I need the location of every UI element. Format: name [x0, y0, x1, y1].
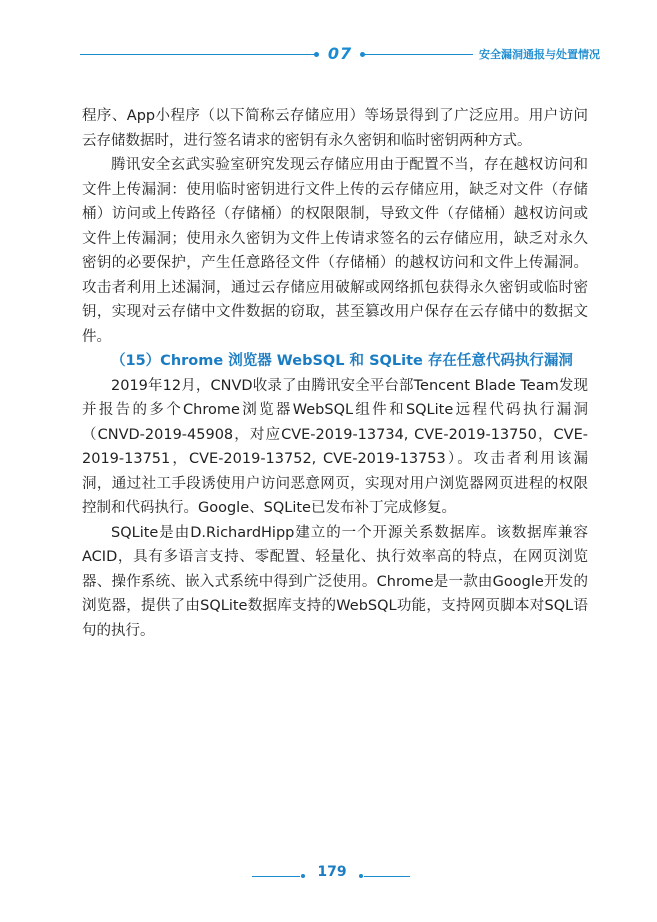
footer-rule-left	[252, 876, 300, 877]
footer-rule-right	[364, 876, 410, 877]
paragraph-continuation: 程序、App小程序（以下简称云存储应用）等场景得到了广泛应用。用户访问云存储数据时，进行签名请求的密钥有永久密钥和临时密钥两种方式。	[82, 108, 588, 149]
page-number: 179	[317, 864, 347, 880]
paragraph-cloud-storage-vuln: 腾讯安全玄武实验室研究发现云存储应用由于配置不当，存在越权访问和文件上传漏洞：使用临时密钥进行文件上传的云存储应用，缺乏对文件（存储桶）访问或上传路径（存储桶）的权限限制，导致文件（存储桶）越权访问或文件上传漏洞；使用永久密钥为文件上传请求签名的云存储应用，缺乏对永久密钥的必要保护，产生任意路径文件（存储桶）的越权访问和文件上传漏洞。攻击者利用上述漏洞，通过云存储应用破解或网络抓包获得永久密钥或临时密钥，实现对云存储中文件数据的窃取，甚至篡改用户保存在云存储中的数据文件。	[82, 157, 588, 345]
chapter-number: 07	[327, 44, 353, 63]
paragraph-sqlite-intro: SQLite是由D.RichardHipp建立的一个开源关系数据库。该数据库兼容ACID，具有多语言支持、零配置、轻量化、执行效率高的特点，在网页浏览器、操作系统、嵌入式系统中得到广泛使用。Chrome是一款由Google开发的浏览器，提供了由SQLite数据库支持的WebSQL功能，支持网页脚本对SQL语句的执行。	[82, 524, 588, 639]
body-text	[82, 104, 588, 643]
section-heading: （15）Chrome 浏览器 WebSQL 和 SQLite 存在任意代码执行漏洞	[111, 353, 573, 369]
header-dot-left	[314, 52, 319, 57]
chapter-title: 安全漏洞通报与处置情况	[479, 48, 600, 61]
paragraph-cnvd-report: 2019年12月，CNVD收录了由腾讯安全平台部Tencent Blade Team发现并报告的多个Chrome浏览器WebSQL组件和SQLite远程代码执行漏洞（CNVD-2019-45908，对应CVE-2019-13734, CVE-2019-13750，CVE-2019-13751，CVE-2019-13752, CVE-2019-13753）。攻击者利用该漏洞，通过社工手段诱使用户访问恶意网页，实现对用户浏览器网页进程的权限控制和代码执行。Google、SQLite已发布补丁完成修复。	[82, 377, 588, 516]
header-rule-left	[80, 54, 315, 55]
footer-dot-left	[301, 874, 305, 878]
footer-dot-right	[359, 874, 363, 878]
header-rule-right	[365, 54, 473, 55]
